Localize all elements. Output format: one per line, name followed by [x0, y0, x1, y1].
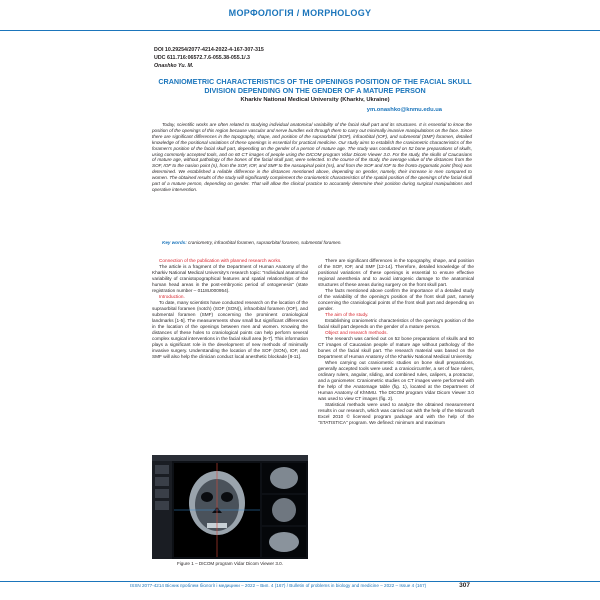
aim-heading: The aim of the study. [325, 312, 369, 317]
keywords-label: Key words: [162, 240, 187, 245]
keywords [152, 240, 472, 246]
header-divider [0, 30, 600, 31]
paper-title: CRANIOMETRIC CHARACTERISTICS OF THE OPENINGS POSITION OF THE FACIAL SKULL DIVISION DEPENDING ON THE GENDER OF A MATURE PERSON [158, 77, 472, 95]
methods-text-3: Statistical methods were used to analyze the obtained measurement results in our research, which was carried out with the help of the Microsoft Excel 2010 © licensed program package and with the help of the "STATISTICA" program. We defined: minimum and maximum [318, 402, 474, 425]
figure-dicom-screenshot [152, 455, 308, 559]
figure-caption: Figure 1 – DICOM program Vidar Dicom Viewer 3.0. [176, 561, 284, 566]
keywords-text: craniometry, infraorbital foramen, supraorbital foramen, submental foramen. [188, 240, 342, 245]
right-paragraph-2: The facts mentioned above confirm the importance of a detailed study of the variability of the opening's position of the front skull part, namely concerning the craniological points of the front skull part and depending on gender. [318, 288, 474, 311]
dicom-viewer-image [152, 455, 308, 559]
right-column [318, 258, 474, 426]
aim-text: Establishing craniometric characteristics of the opening's position of the facial skull part depends on the gender of a mature person. [318, 318, 474, 329]
methods-heading: Object and research methods. [325, 330, 388, 335]
left-column [152, 258, 308, 360]
footer-divider [0, 581, 600, 582]
methods-text-2: When carrying out craniometric studies on bone skull preparations, generally accepted tools were used: a craniocircumfer, a set of face rulers, ordinary rulers, angular, sliding, and combined rules, calipers, a protractor, and a goniometer. Craniometric studies on CT images were performed with the help of the Anatomage table (fig. 1), located at the Department of Human Anatomy of KhNMU. The DICOM program Vidar Dicom Viewer 3.0 was used to view CT images (fig. 2). [318, 360, 474, 401]
udc-line: UDC 611.716:06572.7.6-055.38-055.1/.3 [154, 55, 251, 61]
connection-heading: Connection of the publication with planned research works. [159, 258, 282, 263]
methods-text-1: The research was carried out on 52 bone preparations of skulls and 60 CT images of Caucasian people of mature age without pathology of the bones of the facial skull part. The research material was based on the Department of Human Anatomy of the Kharkiv National Medical University. [318, 336, 474, 359]
author-email[interactable]: ym.onashko@knmu.edu.ua [366, 107, 442, 113]
doi-line: DOI 10.29254/2077-4214-2022-4-167-307-315 [154, 47, 264, 53]
section-title: МОРФОЛОГІЯ / MORPHOLOGY [228, 8, 372, 18]
page-number: 307 [459, 582, 470, 589]
footer-journal-info: ISSN 2077-4214 Вісник проблем біології і медицини – 2022 – Вип. 4 (167) / Bulletin of problems in biology and medicine – 2022 – Issue 4 (167) [130, 583, 427, 588]
connection-text: The article is a fragment of the Department of Human Anatomy of the Kharkiv National Medical University's research topic: "Individual anatomical variability of craniotopographical features and spatial relationships of the human head areas in the post-embryonic period of ontogenesis" (state registration number – 0118U000954). [152, 264, 308, 293]
introduction-heading: Introduction. [159, 294, 185, 299]
abstract: Today, scientific works are often related to studying individual anatomical variability of the facial skull part and its structures. It is essential to know the position of the openings of this region because vascular and nerve bundles exit through them to carry out minimally invasive manipulations on the face. Since there are significant differences in the topography, shape, and position of the supraorbital (SOF), infraorbital (IOF), and submental (SMF) foramen, detailed knowledge of the positional variations of these openings is essential for practical medicine. Our study aims to establish the craniometric characteristics of the foramen's position of the facial skull part, depending on the gender of a person of mature age. The study was conducted on 52 bone preparations of skulls, using commonly accepted tools, and on 60 CT images of people using the DICOM program Vidar Dicom Viewer 3.0. For the study, the skulls of Caucasians of mature age, without pathology of the bones of the facial skull part, were selected. In the course of the study, the average value of the distances from the SOF, IOF to the nasion point (n), from the SOF, IOF, and SMF to the nasoapinal point (ns), and from the SOF and IOF to the fronto-zygomatic point (fmo) was determined. We established a reliable difference in the distances mentioned above, depending on gender, namely, their increase in men compared to women. The obtained results of the study will significantly complement the craniometric characteristics of the spatial position of the openings of the facial skull part of a mature person, depending on gender. That will allow the clinical practice to accurately determine their position during surgical manipulations and operative intervention. [152, 122, 472, 192]
right-paragraph-1: There are significant differences in the topography, shape, and position of the SOF, IOF, and SMF [12-14]. Therefore, detailed knowledge of the positional variations of these openings is essential to ensure effective regional anesthesia and to avoid iatrogenic damage to the anatomical structures of these areas during surgery on the front skull part. [318, 258, 474, 287]
affiliation: Kharkiv National Medical University (Kharkiv, Ukraine) [240, 97, 390, 103]
author-line: Onashko Yu. M. [154, 63, 194, 69]
introduction-text: To date, many scientists have conducted research on the location of the supraorbital foramen (notch) (SOF (SON)), infraorbital foramen (IOF), and submental foramen (SMF) concerning the prominent craniological landmarks [1-5]. The measurements show small but significant differences in the location of the openings between men and women. Knowing the distances of these holes to craniological points can help perform several complex surgical interventions in the facial skull area [6-7]. This information plays a significant role in the development of new methods of minimally invasive surgery. Understanding the location of the SOF (SON), IOF, and SMF will also help the clinician conduct local anesthetic blockade [8-11]. [152, 300, 308, 359]
